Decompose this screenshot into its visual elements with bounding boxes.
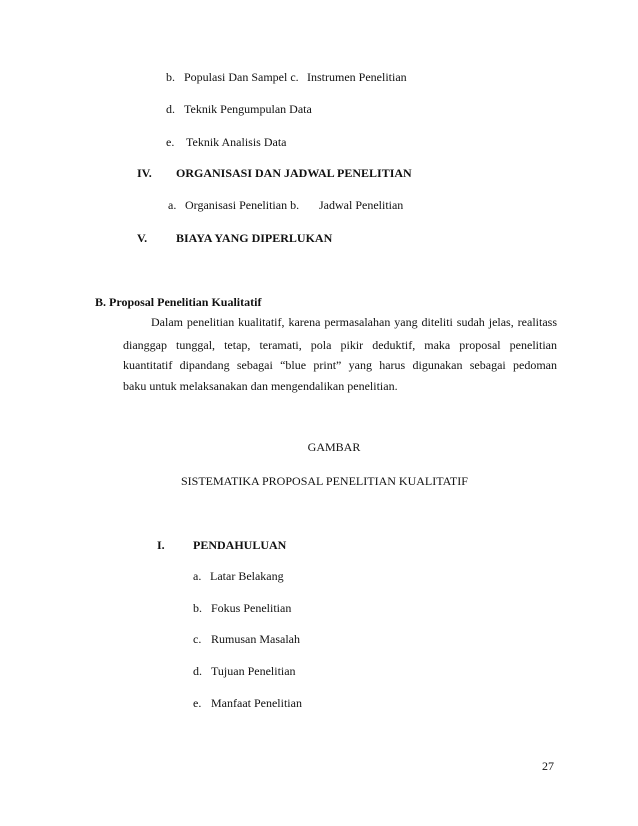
section-i-title: PENDAHULUAN [193, 538, 287, 552]
paragraph-line-3 [123, 358, 557, 372]
section-i-letter-a: a. [193, 569, 202, 583]
figure-label: GAMBAR [307, 440, 361, 454]
list-item-populasi: Populasi Dan Sampel c. [184, 70, 299, 84]
paragraph-line-2 [123, 338, 557, 352]
section-b-heading: B. Proposal Penelitian Kualitatif [95, 295, 262, 309]
section-i-item-rumusan: Rumusan Masalah [211, 632, 300, 646]
figure-title: SISTEMATIKA PROPOSAL PENELITIAN KUALITATIF [181, 474, 468, 488]
section-i-letter-e: e. [193, 696, 202, 710]
paragraph-line-2b: maka proposal penelitian [424, 338, 557, 352]
section-iv-item-organisasi: Organisasi Penelitian b. [185, 198, 300, 212]
list-item-instrumen: Instrumen Penelitian [307, 70, 407, 84]
list-letter-b: b. [166, 70, 175, 84]
section-v-title: BIAYA YANG DIPERLUKAN [176, 231, 333, 245]
section-iv-number: IV. [137, 166, 152, 180]
list-item-teknik-pengumpulan: Teknik Pengumpulan Data [184, 102, 312, 116]
section-iv-title: ORGANISASI DAN JADWAL PENELITIAN [176, 166, 412, 180]
list-item-teknik-analisis: Teknik Analisis Data [186, 135, 287, 149]
section-i-item-fokus: Fokus Penelitian [211, 601, 292, 615]
section-i-letter-c: c. [193, 632, 202, 646]
section-i-item-latar-belakang: Latar Belakang [210, 569, 284, 583]
section-iv-letter-a: a. [168, 198, 177, 212]
section-i-item-manfaat: Manfaat Penelitian [211, 696, 302, 710]
paragraph-line-3a: kuantitatif dipandang sebagai “blue print” yang harus digunakan [123, 358, 463, 372]
list-letter-e: e. [166, 135, 175, 149]
section-i-item-tujuan: Tujuan Penelitian [211, 664, 296, 678]
paragraph-line-4: baku untuk melaksanakan dan mengendalikan penelitian. [123, 379, 398, 393]
section-v-number: V. [137, 231, 148, 245]
paragraph-line-1: Dalam penelitian kualitatif, karena permasalahan yang diteliti sudah jelas, realitass [151, 315, 557, 329]
list-letter-d: d. [166, 102, 175, 116]
page-number: 27 [542, 759, 554, 773]
section-i-number: I. [157, 538, 165, 552]
section-i-letter-b: b. [193, 601, 202, 615]
section-iv-item-jadwal: Jadwal Penelitian [319, 198, 404, 212]
paragraph-line-2a: dianggap tunggal, tetap, teramati, pola pikir deduktif, [123, 338, 416, 352]
section-i-letter-d: d. [193, 664, 202, 678]
paragraph-line-3b: sebagai pedoman [469, 358, 558, 372]
